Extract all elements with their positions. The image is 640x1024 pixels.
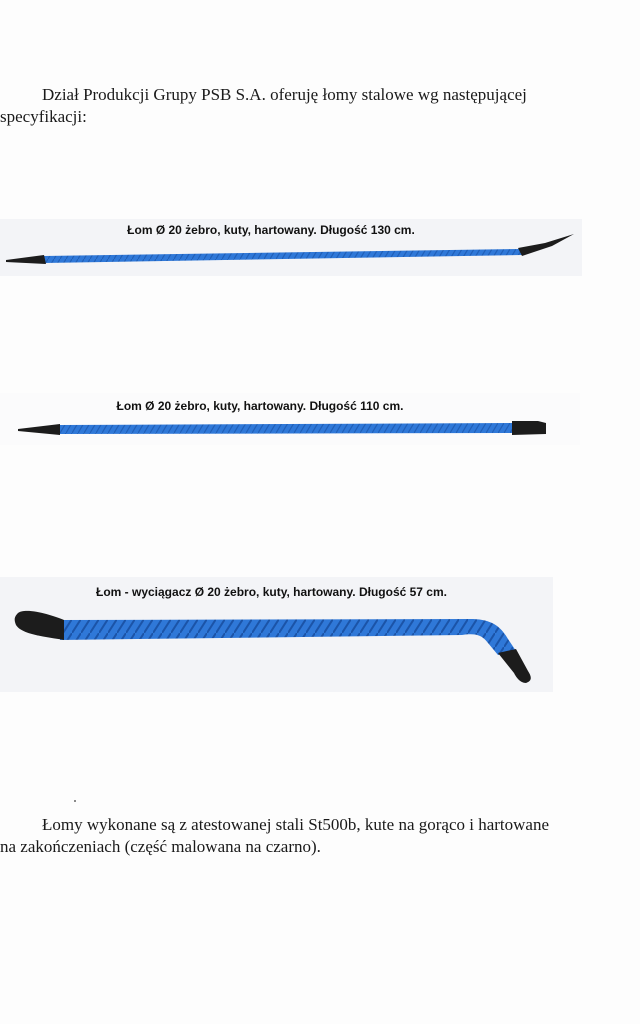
product-panel-1 xyxy=(0,219,582,276)
crowbar-110-image xyxy=(0,393,580,445)
crowbar-puller-57-image xyxy=(0,577,553,692)
product-caption-1: Łom Ø 20 żebro, kuty, hartowany. Długość 130 cm. xyxy=(127,223,415,237)
product-caption-2: Łom Ø 20 żebro, kuty, hartowany. Długość 110 cm. xyxy=(116,399,404,413)
intro-paragraph: Dział Produkcji Grupy PSB S.A. oferuję łomy stalowe wg następującej specyfikacji: xyxy=(0,85,527,126)
crowbar-130-image xyxy=(0,219,582,276)
product-panel-3 xyxy=(0,577,553,692)
product-caption-3: Łom - wyciągacz Ø 20 żebro, kuty, hartowany. Długość 57 cm. xyxy=(96,585,447,599)
product-panel-2 xyxy=(0,393,580,445)
footer-paragraph: Łomy wykonane są z atestowanej stali St500b, kute na gorąco i hartowane na zakończeniach (część malowana na czarno). xyxy=(0,815,550,856)
scan-speck xyxy=(74,800,76,802)
